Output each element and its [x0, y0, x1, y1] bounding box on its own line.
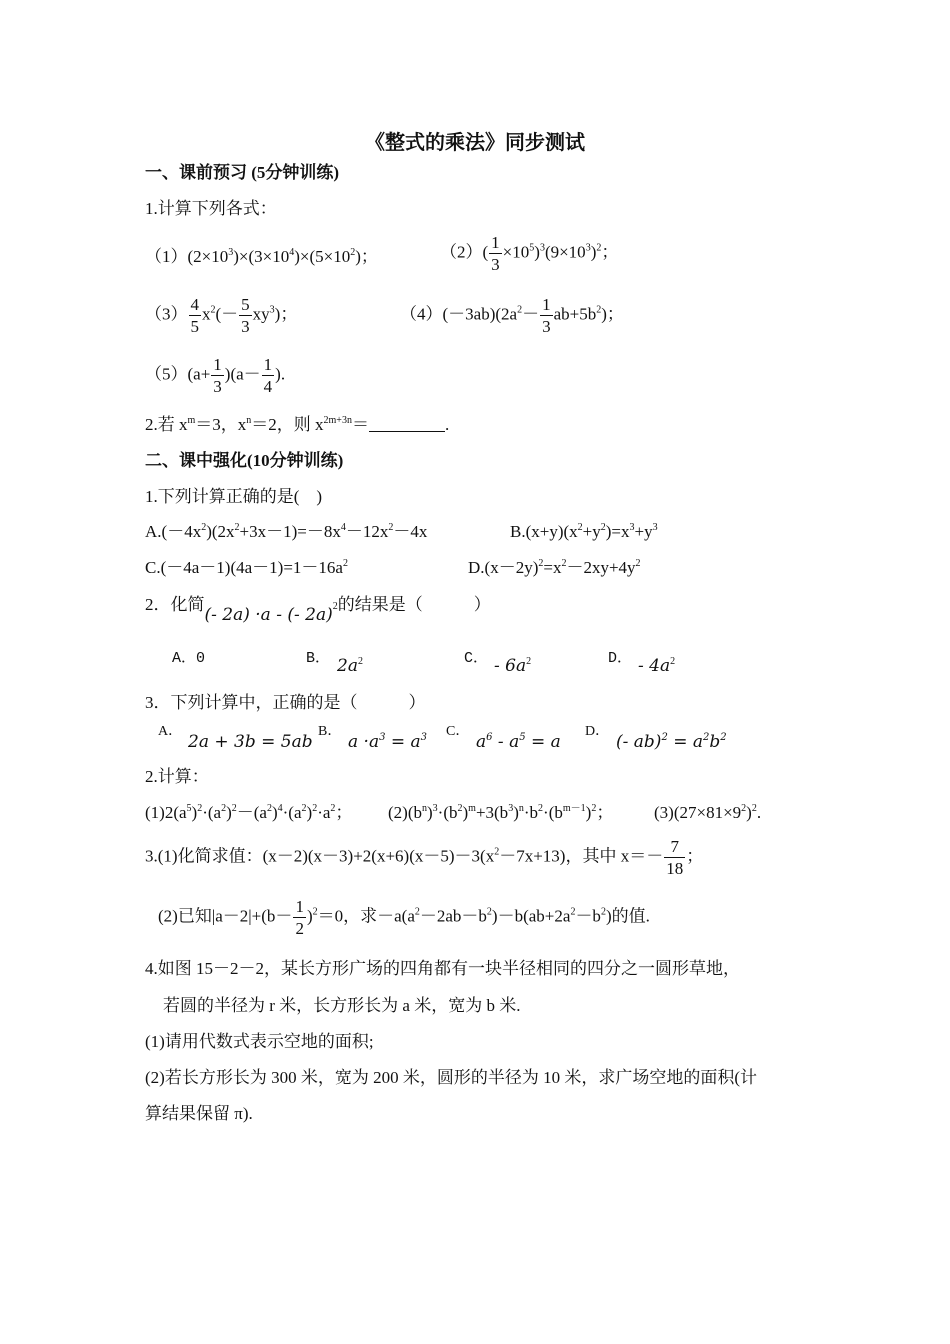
simplify-part-2: (2)已知|a－2|+(b－ $\frac{1}{2}$ )$^2$＝0，求$-a(a^2-2ab-b^2)-b(ab+2a^2-b^2)$的值.	[158, 897, 650, 938]
fraction: $\frac{5}{3}$	[241, 295, 250, 336]
question-1-part-2: （2）( $\frac{1}{3}$ $\times 10^5)^3(9\times 10^3)^2$；	[440, 233, 619, 274]
mc-2-option-c-label: C．	[464, 650, 489, 667]
mc-3-option-c-value: $a^6 - a^5 = a$	[476, 732, 561, 752]
mc-1-option-c: $C.(-4a-1)(4a-1)=1-16a^2$	[145, 558, 348, 577]
question-4-line-2: 若圆的半径为 r 米，长方形长为 a 米，宽为 b 米.	[163, 996, 521, 1015]
calc-intro: 2.计算：	[145, 767, 209, 786]
mc-2-option-c-value: - $6a^2$	[494, 656, 532, 676]
fraction: $\frac{1}{4}$	[263, 355, 273, 396]
question-4-line-4: (2)若长方形长为 300 米，宽为 200 米，圆形的半径为 10 米，求广场空地的面积(计	[145, 1068, 757, 1087]
calc-part-3: $(3)(27\times 81\times 9^2)^2$.	[654, 803, 762, 822]
mc-3-option-b-value: $a \cdot a^3 = a^3$	[348, 732, 428, 752]
question-1-intro: 1.计算下列各式：	[145, 199, 277, 218]
simplify-part-1: 3.(1)化简求值：$(x-2)(x-3)+2(x+6)(x-5)-3(x^2-7x+13)$，其中 x＝－ $\frac{7}{18}$ ；	[145, 837, 704, 878]
mc-1-option-b: $B.(x+y)(x^2+y^2)=x^3+y^3$	[510, 522, 658, 541]
answer-blank	[369, 417, 445, 432]
mc-3-option-a-value: 2a + 3b = 5ab	[188, 732, 313, 752]
mc-2-stem: 2．化简(- 2a) ·a - (- 2a)$^2$的结果是（ ）	[145, 595, 491, 625]
mc-3-option-d-label: D．	[585, 724, 610, 739]
question-1-part-3: （3） $\frac{4}{5}$ $x^2(-$ $\frac{5}{3}$ $xy^3$)；	[145, 295, 298, 336]
question-1-part-1: $(1)(2\times 10^3)\times(3\times 10^4)\times(5\times 10^2)$；	[145, 247, 378, 266]
page-title: 《整式的乘法》同步测试	[365, 132, 585, 154]
question-1-part-4: $(4)(-3ab)(2a^2-$ $\frac{1}{3}$ $ab+5b^2$)；	[400, 295, 624, 336]
mc-2-option-d-label: D．	[608, 650, 633, 667]
mc-2-option-d-value: - $4a^2$	[638, 656, 676, 676]
question-4-line-3: (1)请用代数式表示空地的面积;	[145, 1032, 374, 1051]
question-1-part-5: （5）(a+ $\frac{1}{3}$ )(a－ $\frac{1}{4}$ ).	[145, 355, 286, 396]
mc-1-option-a: $A.(-4x^2)(2x^2+3x-1)=-8x^4-12x^2-4x$	[145, 522, 428, 541]
mc-2-option-a: A．0	[172, 650, 206, 667]
fraction: $\frac{1}{3}$	[491, 233, 500, 274]
calc-part-2: $(2)(b^n)^3\cdot(b^2)^m+3(b^3)^n\cdot b^2\cdot(b^{m-1})^2$；	[388, 803, 614, 822]
fraction: $\frac{1}{3}$	[213, 355, 222, 396]
mc-1-option-d: $D.(x-2y)^2=x^2-2xy+4y^2$	[468, 558, 641, 577]
mc-3-stem: 3．下列计算中，正确的是（ ）	[145, 693, 426, 712]
mc-3-option-d-value: (- $ab)^2 = a^2b^2$	[616, 732, 727, 752]
mc-3-option-c-label: C．	[446, 724, 470, 739]
mc-2-option-b-value: $2a^2$	[337, 656, 363, 676]
mc-1-stem: 1.下列计算正确的是( )	[145, 487, 323, 506]
fraction: $\frac{1}{3}$	[542, 295, 551, 336]
calc-part-1: $(1)2(a^5)^2\cdot(a^2)^2-(a^2)^4\cdot(a^2)^2\cdot a^2$；	[145, 803, 353, 822]
question-4-line-5: 算结果保留 π).	[145, 1104, 253, 1123]
fraction: $\frac{4}{5}$	[190, 295, 199, 336]
question-2-preview: 2.若 $x^m=3$，$x^n=2$，则 $x^{2m+3n}=$ .	[145, 415, 450, 434]
section-heading-preview: 一、课前预习 (5分钟训练)	[145, 163, 340, 182]
mc-2-option-b-label: B．	[306, 650, 331, 667]
fraction: $\frac{7}{18}$	[666, 837, 684, 878]
fraction: $\frac{1}{2}$	[295, 897, 304, 938]
section-heading-reinforce: 二、课中强化(10分钟训练)	[145, 451, 344, 470]
mc-3-option-b-label: B．	[318, 724, 342, 739]
question-4-line-1: 4.如图 15－2－2，某长方形广场的四角都有一块半径相同的四分之一圆形草地，	[145, 959, 740, 978]
mc-3-option-a-label: A．	[158, 724, 183, 739]
